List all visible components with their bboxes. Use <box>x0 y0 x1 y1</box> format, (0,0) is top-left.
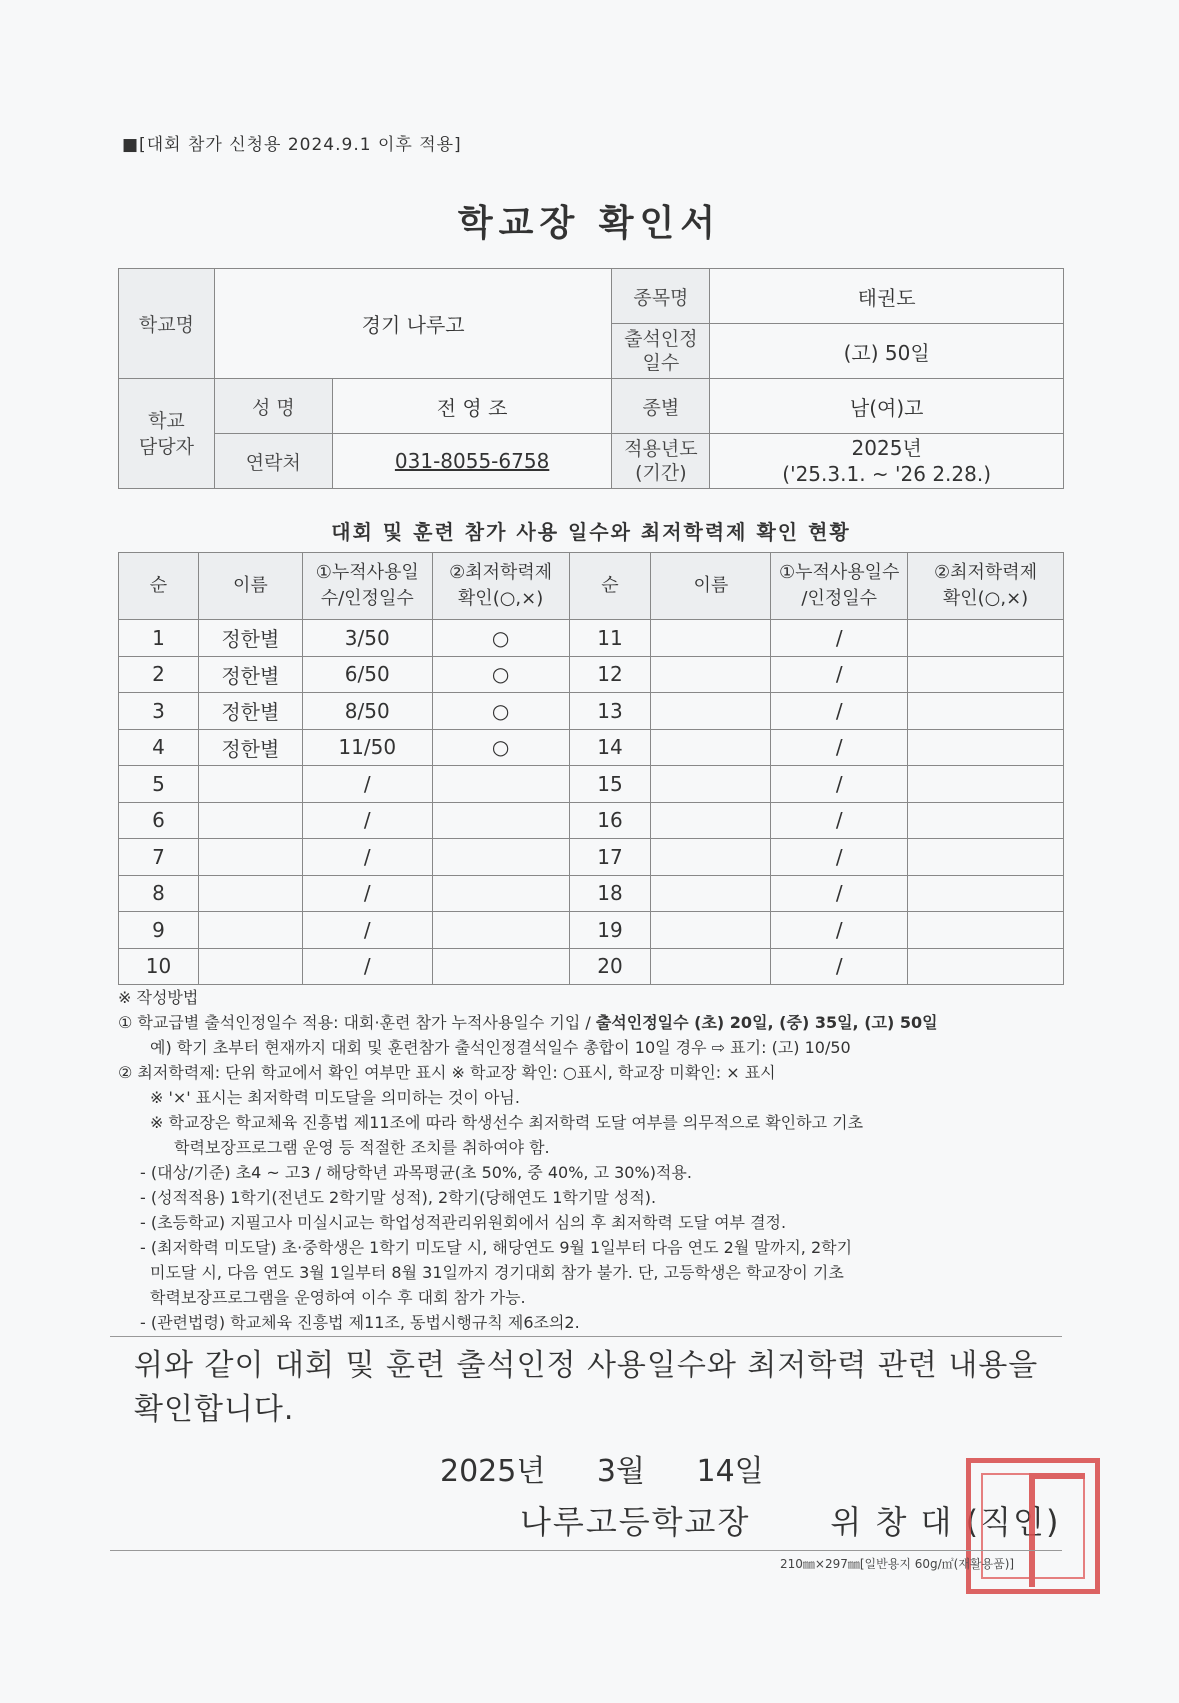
attendance-label: 출석인정 일수 <box>612 324 710 379</box>
official-seal-stamp <box>966 1458 1100 1594</box>
row-name-right <box>651 620 771 657</box>
usage-table <box>118 552 1064 985</box>
row-days-right: / <box>771 875 908 912</box>
manager-label: 학교 담당자 <box>119 379 215 489</box>
bullet-4: - (최저학력 미도달) 초·중학생은 1학기 미도달 시, 해당연도 9월 1일부터 다음 연도 2월 말까지, 2학기 <box>140 1238 853 1257</box>
row-name-right <box>651 729 771 766</box>
row-no: 5 <box>119 766 199 803</box>
row-name-right <box>651 693 771 730</box>
row-check-right <box>908 620 1064 657</box>
note-1-bold: 출석인정일수 (초) 20일, (중) 35일, (고) 50일 <box>595 1013 938 1032</box>
sport-value: 태권도 <box>710 269 1064 324</box>
row-check: ○ <box>432 620 569 657</box>
row-days-right: / <box>771 839 908 876</box>
table-row <box>119 729 1064 766</box>
row-no: 2 <box>119 656 199 693</box>
bullet-2: - (성적적용) 1학기(전년도 2학기말 성적), 2학기(당해연도 1학기말 성적). <box>140 1188 657 1207</box>
row-name-right <box>651 912 771 949</box>
row-days: / <box>302 875 432 912</box>
row-days-right: / <box>771 693 908 730</box>
row-check <box>432 802 569 839</box>
row-days-right: / <box>771 656 908 693</box>
row-name <box>198 766 302 803</box>
bullet-4-cont: 미도달 시, 다음 연도 3월 1일부터 8월 31일까지 경기대회 참가 불가. 단, 고등학생은 학교장이 기초 <box>150 1263 844 1282</box>
signer-name: 위 창 대 <box>830 1503 954 1541</box>
row-no-right: 11 <box>569 620 651 657</box>
note-1 <box>118 1010 1068 1035</box>
row-days-right: / <box>771 912 908 949</box>
form-header-note: ■[대회 참가 신청용 2024.9.1 이후 적용] <box>122 135 462 155</box>
row-no-right: 20 <box>569 948 651 985</box>
row-name: 정한별 <box>198 620 302 657</box>
table-row <box>119 839 1064 876</box>
row-days: 3/50 <box>302 620 432 657</box>
row-no: 4 <box>119 729 199 766</box>
date-year: 2025년 <box>440 1454 546 1489</box>
row-check <box>432 912 569 949</box>
usage-header-row <box>119 553 1064 620</box>
seal-text: (직인) <box>965 1503 1061 1541</box>
note-4-cont: 학력보장프로그램 운영 등 적절한 조치를 취하여야 함. <box>174 1138 550 1157</box>
bullet-3: - (초등학교) 지필고사 미실시교는 학업성적관리위원회에서 심의 후 최저학력 도달 여부 결정. <box>140 1213 787 1232</box>
contact-label: 연락처 <box>214 434 332 489</box>
row-name <box>198 912 302 949</box>
table-row <box>119 656 1064 693</box>
name-value: 전 영 조 <box>332 379 612 434</box>
row-days-right: / <box>771 729 908 766</box>
row-no: 9 <box>119 912 199 949</box>
sport-label: 종목명 <box>612 269 710 324</box>
notes-heading: ※ 작성방법 <box>118 988 199 1007</box>
divider <box>110 1336 1062 1337</box>
bullet-5: - (관련법령) 학교체육 진흥법 제11조, 동법시행규칙 제6조의2. <box>140 1313 580 1332</box>
row-days-right: / <box>771 802 908 839</box>
name-label: 성 명 <box>214 379 332 434</box>
gender-value: 남(여)고 <box>710 379 1064 434</box>
row-no: 10 <box>119 948 199 985</box>
signer-school: 나루고등학교장 <box>520 1503 751 1541</box>
row-no-right: 18 <box>569 875 651 912</box>
row-check-right <box>908 729 1064 766</box>
year-value: 2025년 <box>851 436 922 460</box>
confirmation-statement <box>134 1344 1054 1432</box>
section-title: 대회 및 훈련 참가 사용 일수와 최저학력제 확인 현황 <box>331 520 851 544</box>
row-name: 정한별 <box>198 656 302 693</box>
row-days-right: / <box>771 620 908 657</box>
row-no-right: 13 <box>569 693 651 730</box>
row-name <box>198 875 302 912</box>
row-days: 11/50 <box>302 729 432 766</box>
attendance-value: (고) 50일 <box>710 324 1064 379</box>
row-check-right <box>908 656 1064 693</box>
document-title: 학교장 확인서 <box>457 203 722 244</box>
footer-divider <box>110 1550 1062 1551</box>
table-row <box>119 948 1064 985</box>
row-check-right <box>908 839 1064 876</box>
row-check-right <box>908 766 1064 803</box>
row-check: ○ <box>432 656 569 693</box>
table-row <box>119 620 1064 657</box>
row-check: ○ <box>432 729 569 766</box>
row-check-right <box>908 948 1064 985</box>
note-1-text: ① 학교급별 출석인정일수 적용: 대회·훈련 참가 누적사용일수 기입 / <box>118 1013 596 1032</box>
row-check-right <box>908 802 1064 839</box>
row-days: / <box>302 912 432 949</box>
school-label: 학교명 <box>119 269 215 379</box>
row-name <box>198 948 302 985</box>
date-month: 3월 <box>596 1454 645 1489</box>
table-row <box>119 875 1064 912</box>
row-name-right <box>651 656 771 693</box>
date-day: 14일 <box>696 1454 764 1489</box>
confirm-line-1: 위와 같이 대회 및 훈련 출석인정 사용일수와 최저학력 관련 내용을 <box>134 1348 1039 1383</box>
row-check <box>432 839 569 876</box>
row-no-right: 19 <box>569 912 651 949</box>
row-check-right <box>908 875 1064 912</box>
row-no-right: 16 <box>569 802 651 839</box>
row-check <box>432 875 569 912</box>
row-name-right <box>651 802 771 839</box>
header-no: 순 <box>119 553 199 620</box>
row-check <box>432 948 569 985</box>
paper-spec-footer: 210㎜×297㎜[일반용지 60g/㎡(재활용품)] <box>780 1557 1015 1571</box>
table-row <box>119 693 1064 730</box>
note-4: ※ 학교장은 학교체육 진흥법 제11조에 따라 학생선수 최저학력 도달 여부를 의무적으로 확인하고 기초 <box>150 1113 864 1132</box>
row-no-right: 14 <box>569 729 651 766</box>
row-no-right: 17 <box>569 839 651 876</box>
header-no-right: 순 <box>569 553 651 620</box>
note-3: ※ '×' 표시는 최저학력 미도달을 의미하는 것이 아님. <box>150 1088 520 1107</box>
row-days: / <box>302 766 432 803</box>
year-label: 적용년도 (기간) <box>612 434 710 489</box>
row-no-right: 15 <box>569 766 651 803</box>
row-check <box>432 766 569 803</box>
row-name-right <box>651 948 771 985</box>
row-name-right <box>651 875 771 912</box>
row-name-right <box>651 766 771 803</box>
header-name: 이름 <box>198 553 302 620</box>
row-no: 1 <box>119 620 199 657</box>
row-check-right <box>908 912 1064 949</box>
row-days: / <box>302 839 432 876</box>
contact-value: 031-8055-6758 <box>332 434 612 489</box>
header-check: ②최저학력제 확인(○,×) <box>432 553 569 620</box>
row-name: 정한별 <box>198 729 302 766</box>
note-1-example: 예) 학기 초부터 현재까지 대회 및 훈련참가 출석인정결석일수 총합이 10일 경우 ⇨ 표기: (고) 10/50 <box>150 1038 851 1057</box>
row-days: / <box>302 948 432 985</box>
period-value: ('25.3.1. ~ '26 2.28.) <box>782 462 992 486</box>
row-name <box>198 802 302 839</box>
row-name <box>198 839 302 876</box>
row-days: 8/50 <box>302 693 432 730</box>
header-name-right: 이름 <box>651 553 771 620</box>
confirm-line-2: 확인합니다. <box>134 1392 295 1427</box>
signature-date <box>440 1446 806 1490</box>
row-no-right: 12 <box>569 656 651 693</box>
note-2: ② 최저학력제: 단위 학교에서 확인 여부만 표시 ※ 학교장 확인: ○표시, 학교장 미확인: × 표시 <box>118 1063 776 1082</box>
bullet-4-cont2: 학력보장프로그램을 운영하여 이수 후 대회 참가 가능. <box>150 1288 526 1307</box>
info-table <box>118 268 1064 489</box>
row-days-right: / <box>771 766 908 803</box>
table-row <box>119 912 1064 949</box>
header-days-right: ①누적사용일수 /인정일수 <box>771 553 908 620</box>
table-row <box>119 766 1064 803</box>
row-check-right <box>908 693 1064 730</box>
row-no: 8 <box>119 875 199 912</box>
row-name-right <box>651 839 771 876</box>
bullet-1: - (대상/기준) 초4 ~ 고3 / 해당학년 과목평균(초 50%, 중 40%, 고 30%)적용. <box>140 1163 692 1182</box>
row-days-right: / <box>771 948 908 985</box>
row-no: 7 <box>119 839 199 876</box>
row-days: / <box>302 802 432 839</box>
row-no: 3 <box>119 693 199 730</box>
year-cell <box>710 434 1064 489</box>
gender-label: 종별 <box>612 379 710 434</box>
header-days: ①누적사용일 수/인정일수 <box>302 553 432 620</box>
header-check-right: ②최저학력제 확인(○,×) <box>908 553 1064 620</box>
school-value: 경기 나루고 <box>214 269 612 379</box>
row-no: 6 <box>119 802 199 839</box>
table-row <box>119 802 1064 839</box>
row-days: 6/50 <box>302 656 432 693</box>
row-name: 정한별 <box>198 693 302 730</box>
row-check: ○ <box>432 693 569 730</box>
instructions <box>118 985 1068 1335</box>
